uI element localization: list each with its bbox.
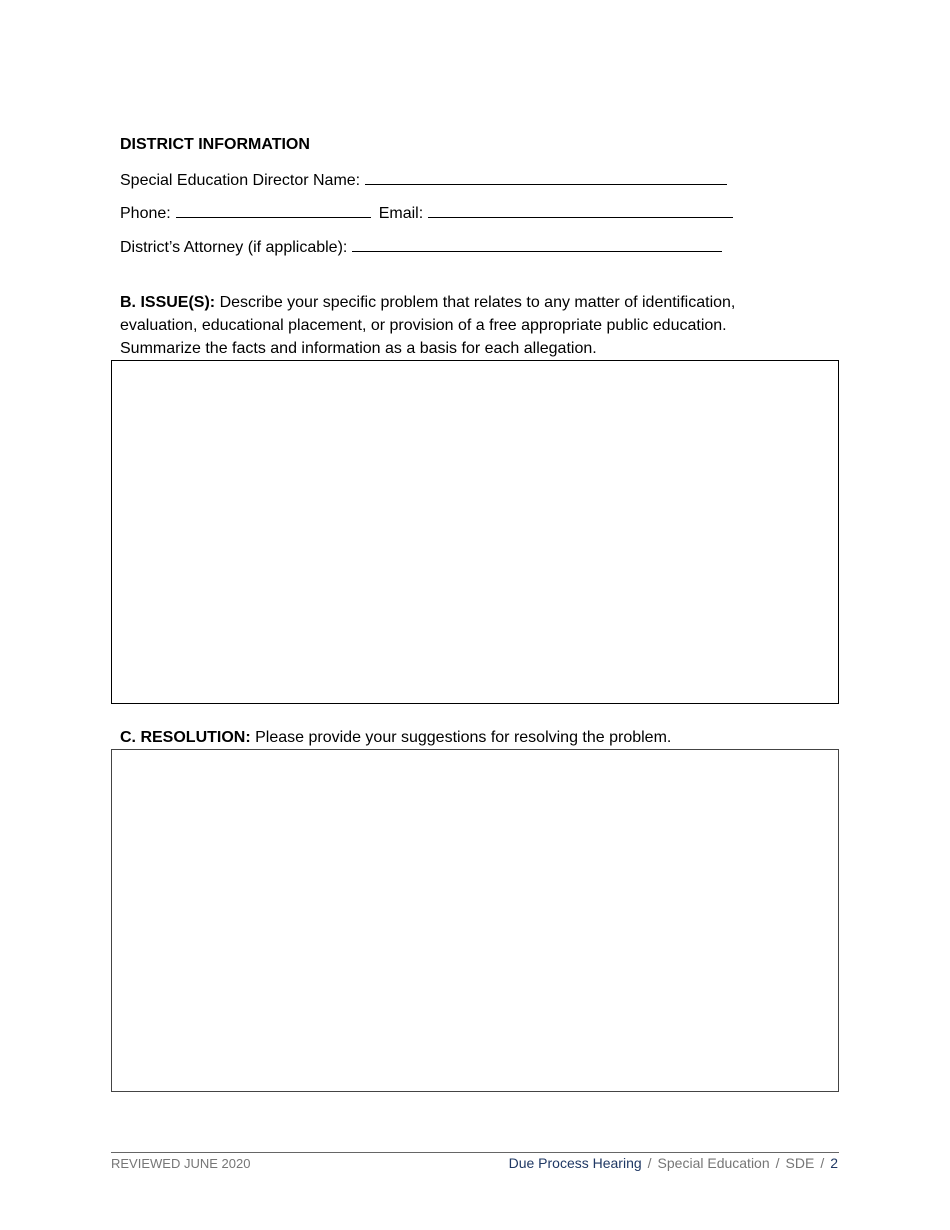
issues-label: B. ISSUE(S):	[120, 294, 216, 311]
phone-label: Phone:	[120, 205, 171, 222]
resolution-textbox[interactable]	[111, 749, 839, 1092]
attorney-label: District’s Attorney (if applicable):	[120, 239, 348, 256]
attorney-row	[120, 237, 722, 257]
footer-breadcrumb	[509, 1155, 838, 1171]
issues-textbox[interactable]	[111, 360, 839, 704]
resolution-label: C. RESOLUTION:	[120, 729, 251, 746]
footer-page-number: 2	[830, 1155, 838, 1171]
footer-divider	[111, 1152, 839, 1153]
district-information-heading: DISTRICT INFORMATION	[120, 136, 310, 153]
email-field[interactable]	[428, 203, 733, 218]
phone-field[interactable]	[176, 203, 371, 218]
footer-agency: SDE	[785, 1155, 815, 1171]
footer-reviewed-date: REVIEWED JUNE 2020	[111, 1156, 251, 1171]
resolution-description: Please provide your suggestions for resolving the problem.	[255, 729, 672, 746]
email-label: Email:	[378, 205, 424, 222]
attorney-field[interactable]	[352, 237, 722, 252]
footer-separator: /	[647, 1155, 652, 1171]
footer-separator: /	[775, 1155, 780, 1171]
director-name-label: Special Education Director Name:	[120, 172, 361, 189]
director-name-field[interactable]	[365, 170, 727, 185]
footer-separator: /	[820, 1155, 825, 1171]
director-name-row	[120, 170, 727, 190]
contact-row	[120, 203, 733, 223]
footer-category: Special Education	[657, 1155, 770, 1171]
issues-description: Describe your specific problem that relates to any matter of identification, evaluation, educational placement, or provision of a free appropriate public education. Summarize the facts and information as a basis for each allegation.	[120, 294, 736, 357]
footer-title: Due Process Hearing	[508, 1155, 642, 1171]
resolution-instructions	[120, 726, 810, 749]
issues-instructions	[120, 291, 810, 360]
